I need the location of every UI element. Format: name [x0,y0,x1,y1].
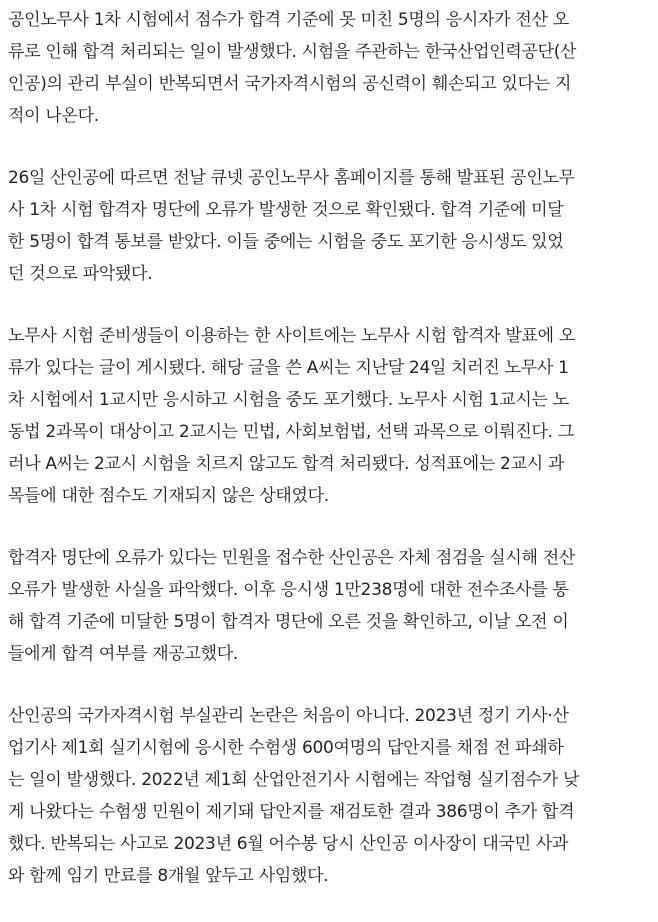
text-line: 산인공의 국가자격시험 부실관리 논란은 처음이 아니다. 2023년 정기 기사·산 [8,706,569,726]
text-line: 들에게 합격 여부를 재공고했다. [8,644,239,664]
text-line: 는 일이 발생했다. 2022년 제1회 산업안전기사 시험에는 작업형 실기점수가 낮 [8,770,580,790]
text-line: 업기사 제1회 실기시험에 응시한 수험생 600여명의 답안지를 채점 전 파쇄하 [8,738,564,758]
text-line: 인공)의 관리 부실이 반복되면서 국가자격시험의 공신력이 훼손되고 있다는 지 [8,74,572,94]
text-line: 사 1차 시험 합격자 명단에 오류가 발생한 것으로 확인됐다. 합격 기준에 미달 [8,200,564,220]
text-line: 류가 있다는 글이 게시됐다. 해당 글을 쓴 A씨는 지난달 24일 치러진 노무사 1 [8,358,569,378]
text-line: 노무사 시험 준비생들이 이용하는 한 사이트에는 노무사 시험 합격자 발표에 오 [8,326,575,346]
text-line: 한 5명이 합격 통보를 받았다. 이들 중에는 시험을 중도 포기한 응시생도 있었 [8,232,564,252]
paragraph-2 [8,162,648,290]
paragraph-1 [8,4,648,132]
text-line: 던 것으로 파악됐다. [8,264,153,284]
text-line: 했다. 반복되는 사고로 2023년 6월 어수봉 당시 산인공 이사장이 대국민 사과 [8,834,569,854]
text-line: 차 시험에서 1교시만 응시하고 시험을 중도 포기했다. 노무사 시험 1교시는 노 [8,390,569,410]
text-line: 적이 나온다. [8,106,99,126]
text-line: 동법 2과목이 대상이고 2교시는 민법, 사회보험법, 선택 과목으로 이뤄진다. 그 [8,422,574,442]
paragraph-3 [8,320,648,512]
text-line: 26일 산인공에 따르면 전날 큐넷 공인노무사 홈페이지를 통해 발표된 공인노무 [8,168,575,188]
text-line: 목들에 대한 점수도 기재되지 않은 상태였다. [8,486,329,506]
text-line: 류로 인해 합격 처리되는 일이 발생했다. 시험을 주관하는 한국산업인력공단(산 [8,42,577,62]
text-line: 러나 A씨는 2교시 시험을 치르지 않고도 합격 처리됐다. 성적표에는 2교시 과 [8,454,565,474]
text-line: 합격자 명단에 오류가 있다는 민원을 접수한 산인공은 자체 점검을 실시해 전산 [8,548,575,568]
paragraph-5 [8,700,648,892]
article-body [8,4,648,922]
paragraph-4 [8,542,648,670]
text-line: 와 함께 임기 만료를 8개월 앞두고 사임했다. [8,866,329,886]
text-line: 오류가 발생한 사실을 파악했다. 이후 응시생 1만238명에 대한 전수조사를 통 [8,580,569,600]
text-line: 게 나왔다는 수험생 민원이 제기돼 답안지를 재검토한 결과 386명이 추가 합격 [8,802,575,822]
text-line: 공인노무사 1차 시험에서 점수가 합격 기준에 못 미친 5명의 응시자가 전산 오 [8,10,569,30]
text-line: 해 합격 기준에 미달한 5명이 합격자 명단에 오른 것을 확인하고, 이날 오전 이 [8,612,569,632]
